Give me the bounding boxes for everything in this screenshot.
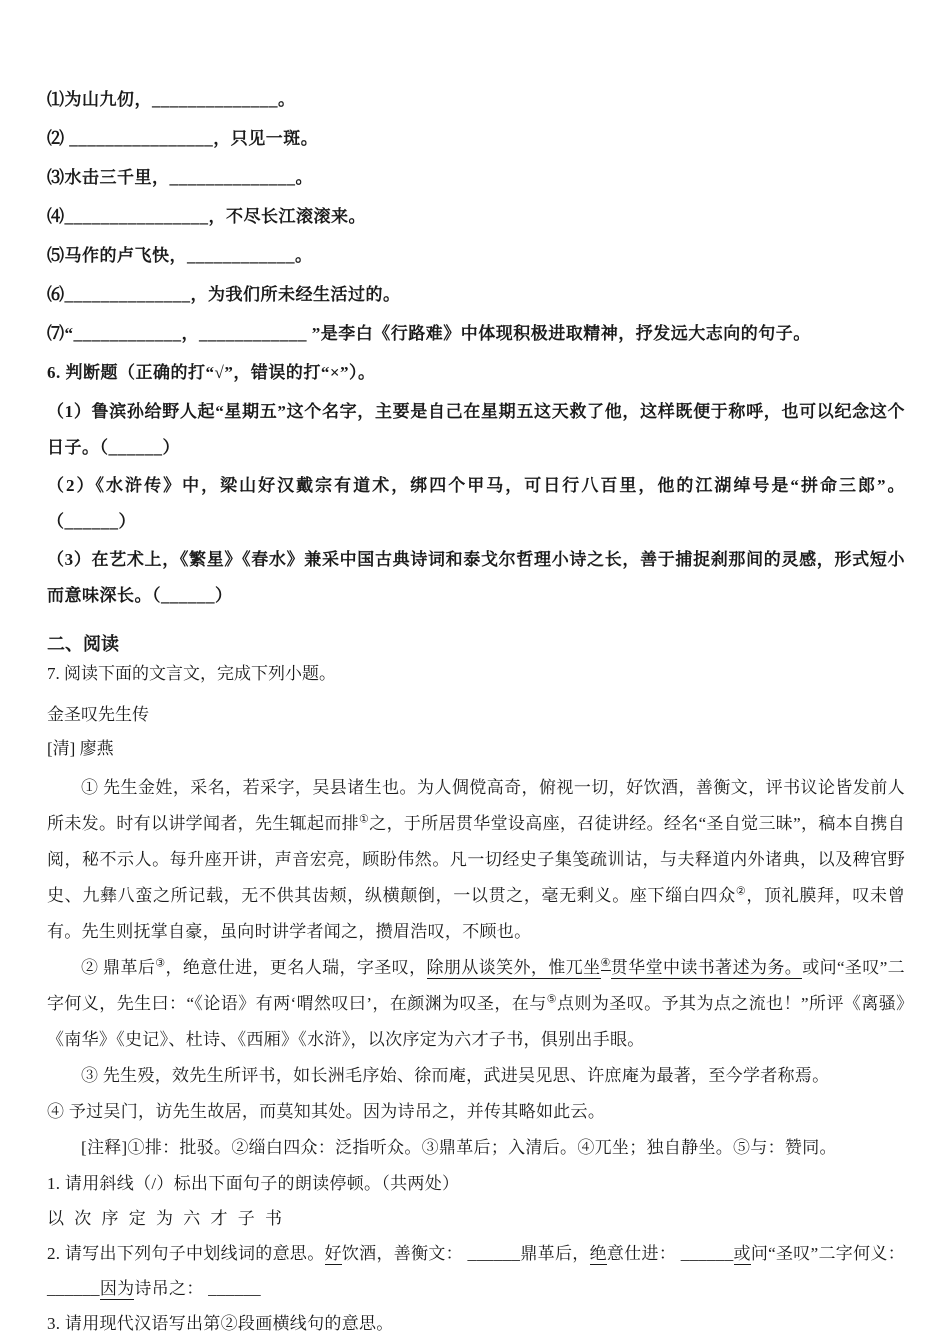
passage-paragraph-4: ④ 予过吴门，访先生故居，而莫知其处。因为诗吊之，并传其略如此云。 — [47, 1102, 606, 1121]
passage-paragraph-3: ③ 先生殁，效先生所评书，如长洲毛序始、徐而庵，武进吴见思、许庶庵为最著，至今学者称焉。 — [81, 1066, 830, 1085]
judge-item-1: （1）鲁滨孙给野人起“星期五”这个名字，主要是自己在星期五这天救了他，这样既便于称呼，也可以纪念这个日子。（______） — [47, 402, 905, 457]
sub-question-2: 2. 请写出下列句子中划线词的意思。好饮酒，善衡文： ______鼎革后，绝意仕进： ______或问“圣叹”二字何义： ______因为诗吊之： ______ — [47, 1244, 906, 1298]
sub-question-1-sentence: 以 次 序 定 为 六 才 子 书 — [47, 1209, 285, 1228]
passage-notes: [注释]①排：批驳。②缁白四众：泛指听众。③鼎革后；入清后。④兀坐；独自静坐。⑤与：赞同。 — [81, 1138, 837, 1157]
passage-paragraph-1: ① 先生金姓，采名，若采字，吴县诸生也。为人倜傥高奇，俯视一切，好饮酒，善衡文，评书议论皆发前人所未发。时有以讲学闻者，先生辄起而排①之，于所居贯华堂设高座，召徒讲经。经名“圣自觉三昧”，稿本自携自阅，秘不示人。每升座开讲，声音宏亮，顾盼伟然。凡一切经史子集笺疏训诂，与夫释道内外诸典，以及稗官野史、九彝八蛮之所记载，无不供其齿颊，纵横颠倒，一以贯之，毫无剩义。座下缁白四众②，顶礼膜拜，叹未曾有。先生则抚掌自豪，虽向时讲学者闻之，攒眉浩叹，不顾也。 — [47, 778, 905, 941]
dictation-item-7: ⑺“____________，____________ ”是李白《行路难》中体现积极进取精神，抒发远大志向的句子。 — [47, 324, 811, 343]
dictation-item-2: ⑵ ________________，只见一斑。 — [47, 129, 319, 148]
judge-item-2: （2）《水浒传》中，梁山好汉戴宗有道术，绑四个甲马，可日行八百里，他的江湖绰号是“拼命三郎”。 （______） — [47, 476, 905, 531]
sub-question-3: 3. 请用现代汉语写出第②段画横线句的意思。 — [47, 1314, 394, 1333]
judge-question-header: 6. 判断题（正确的打“√”，错误的打“×”）。 — [47, 363, 376, 382]
dictation-item-4: ⑷________________，不尽长江滚滚来。 — [47, 207, 366, 226]
passage-author: [清] 廖燕 — [47, 739, 114, 758]
dictation-section — [47, 80, 905, 353]
reading-section — [47, 630, 905, 1341]
passage-paragraph-2: ② 鼎革后③，绝意仕进，更名人瑞，字圣叹，除朋从谈笑外，惟兀坐④贯华堂中读书著述为务。或问“圣叹”二字何义，先生曰：“《论语》有两‘喟然叹曰’，在颜渊为叹圣，在与⑤点则为圣叹。予其为点之流也！”所评《离骚》《南华》《史记》、杜诗、《西厢》《水浒》，以次序定为六才子书，俱别出手眼。 — [47, 957, 905, 1049]
classical-passage — [47, 702, 905, 1166]
passage-title: 金圣叹先生传 — [47, 705, 149, 724]
judge-item-3: （3）在艺术上，《繁星》《春水》兼采中国古典诗词和泰戈尔哲理小诗之长，善于捕捉刹那间的灵感，形式短小而意味深长。（______） — [47, 550, 905, 605]
dictation-item-5: ⑸马作的卢飞快，____________。 — [47, 246, 313, 265]
dictation-item-6: ⑹______________，为我们所未经生活过的。 — [47, 285, 401, 304]
dictation-item-1: ⑴为山九仞，______________。 — [47, 90, 296, 109]
judge-section — [47, 353, 905, 614]
section-two-header: 二、阅读 — [47, 634, 119, 654]
sub-question-1: 1. 请用斜线（/）标出下面句子的朗读停顿。（共两处） — [47, 1174, 460, 1193]
dictation-item-3: ⑶水击三千里，______________。 — [47, 168, 313, 187]
question-7-intro: 7. 阅读下面的文言文，完成下列小题。 — [47, 664, 336, 683]
sub-questions — [47, 1166, 905, 1341]
